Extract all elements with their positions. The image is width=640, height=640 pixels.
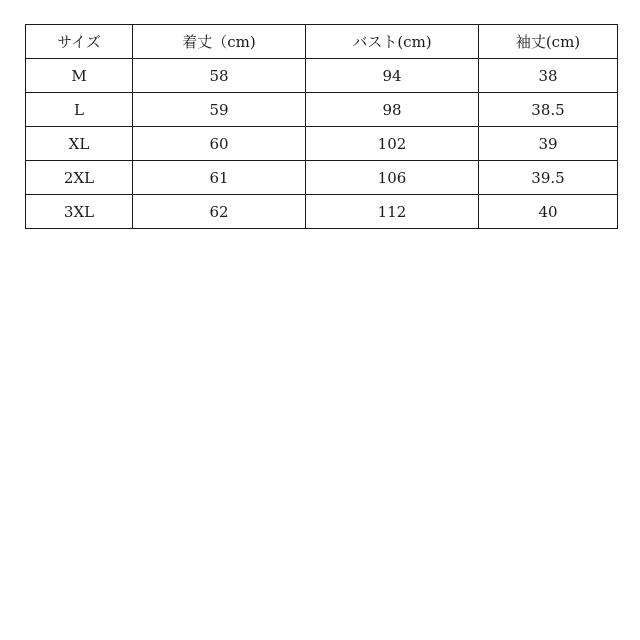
- table-row: [26, 59, 618, 93]
- size-chart-table: [25, 24, 618, 229]
- table-row: [26, 161, 618, 195]
- cell-bust: 106: [306, 161, 479, 195]
- cell-bust: 94: [306, 59, 479, 93]
- header-row: [26, 25, 618, 59]
- cell-sleeve: 39: [479, 127, 618, 161]
- cell-size: L: [26, 93, 133, 127]
- cell-size: 2XL: [26, 161, 133, 195]
- cell-bust: 102: [306, 127, 479, 161]
- cell-size: XL: [26, 127, 133, 161]
- header-length: 着丈（cm): [133, 25, 306, 59]
- cell-sleeve: 38.5: [479, 93, 618, 127]
- cell-length: 62: [133, 195, 306, 229]
- cell-sleeve: 39.5: [479, 161, 618, 195]
- cell-length: 60: [133, 127, 306, 161]
- header-size: サイズ: [26, 25, 133, 59]
- cell-size: 3XL: [26, 195, 133, 229]
- table-row: [26, 127, 618, 161]
- cell-length: 59: [133, 93, 306, 127]
- table-row: [26, 195, 618, 229]
- table-row: [26, 93, 618, 127]
- cell-sleeve: 38: [479, 59, 618, 93]
- cell-size: M: [26, 59, 133, 93]
- header-bust: バスト(cm): [306, 25, 479, 59]
- cell-length: 58: [133, 59, 306, 93]
- cell-bust: 98: [306, 93, 479, 127]
- header-sleeve: 袖丈(cm): [479, 25, 618, 59]
- cell-bust: 112: [306, 195, 479, 229]
- cell-length: 61: [133, 161, 306, 195]
- cell-sleeve: 40: [479, 195, 618, 229]
